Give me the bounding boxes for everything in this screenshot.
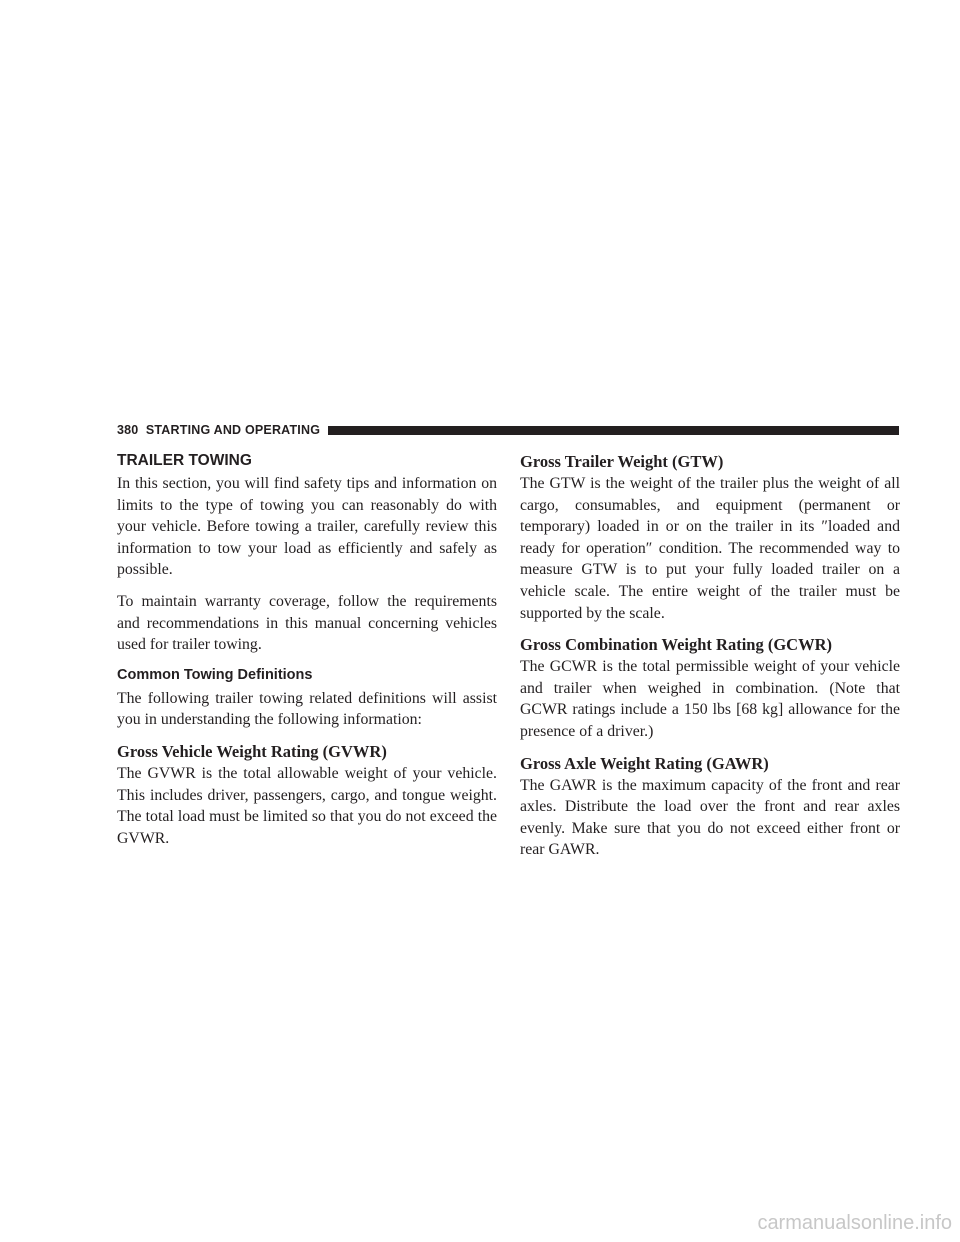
watermark-text: carmanualsonline.info — [757, 1212, 952, 1234]
header-rule — [328, 426, 899, 435]
page-header — [117, 420, 899, 440]
trailer-towing-heading: TRAILER TOWING — [117, 452, 252, 469]
page-number: 380 — [117, 423, 139, 437]
section-title: STARTING AND OPERATING — [145, 423, 321, 437]
gvwr-paragraph: The GVWR is the total allowable weight of your vehicle. This includes driver, passengers, cargo, and tongue weight. The total load must be limited so that you do not exceed the GVWR. — [117, 764, 497, 847]
left-column — [117, 451, 497, 859]
page-number-and-section-title — [117, 423, 320, 437]
definitions-heading: Common Towing Definitions — [117, 666, 313, 683]
gtw-heading: Gross Trailer Weight (GTW) — [520, 452, 724, 471]
gawr-paragraph: The GAWR is the maximum capacity of the front and rear axles. Distribute the load over the front and rear axles evenly. Make sure that you do not exceed either front or rear GAWR. — [520, 776, 900, 859]
gawr-heading: Gross Axle Weight Rating (GAWR) — [520, 753, 769, 773]
right-column — [520, 451, 900, 871]
warranty-paragraph: To maintain warranty coverage, follow the requirements and recommendations in this manual concerning vehicles used for trailer towing. — [117, 592, 497, 654]
gcwr-paragraph: The GCWR is the total permissible weight of your vehicle and trailer when weighed in combination. (Note that GCWR ratings include a 150 lbs [68 kg] allowance for the presence of a driver.) — [520, 658, 900, 740]
definitions-intro-paragraph: The following trailer towing related definitions will assist you in understanding the following information: — [117, 689, 497, 729]
gcwr-heading: Gross Combination Weight Rating (GCWR) — [520, 635, 833, 655]
gtw-paragraph: The GTW is the weight of the trailer plus the weight of all cargo, consumables, and equipment (permanent or temporary) loaded in or on the trailer in its ″loaded and ready for operation″ condition. The recommended way to measure GTW is to put your fully loaded trailer on a vehicle scale. The entire weight of the trailer must be supported by the scale. — [520, 475, 900, 622]
intro-paragraph: In this section, you will find safety tips and information on limits to the type of towing you can reasonably do with your vehicle. Before towing a trailer, carefully review this information to tow your load as efficiently and safely as possible. — [117, 475, 497, 579]
gvwr-heading: Gross Vehicle Weight Rating (GVWR) — [117, 741, 387, 761]
